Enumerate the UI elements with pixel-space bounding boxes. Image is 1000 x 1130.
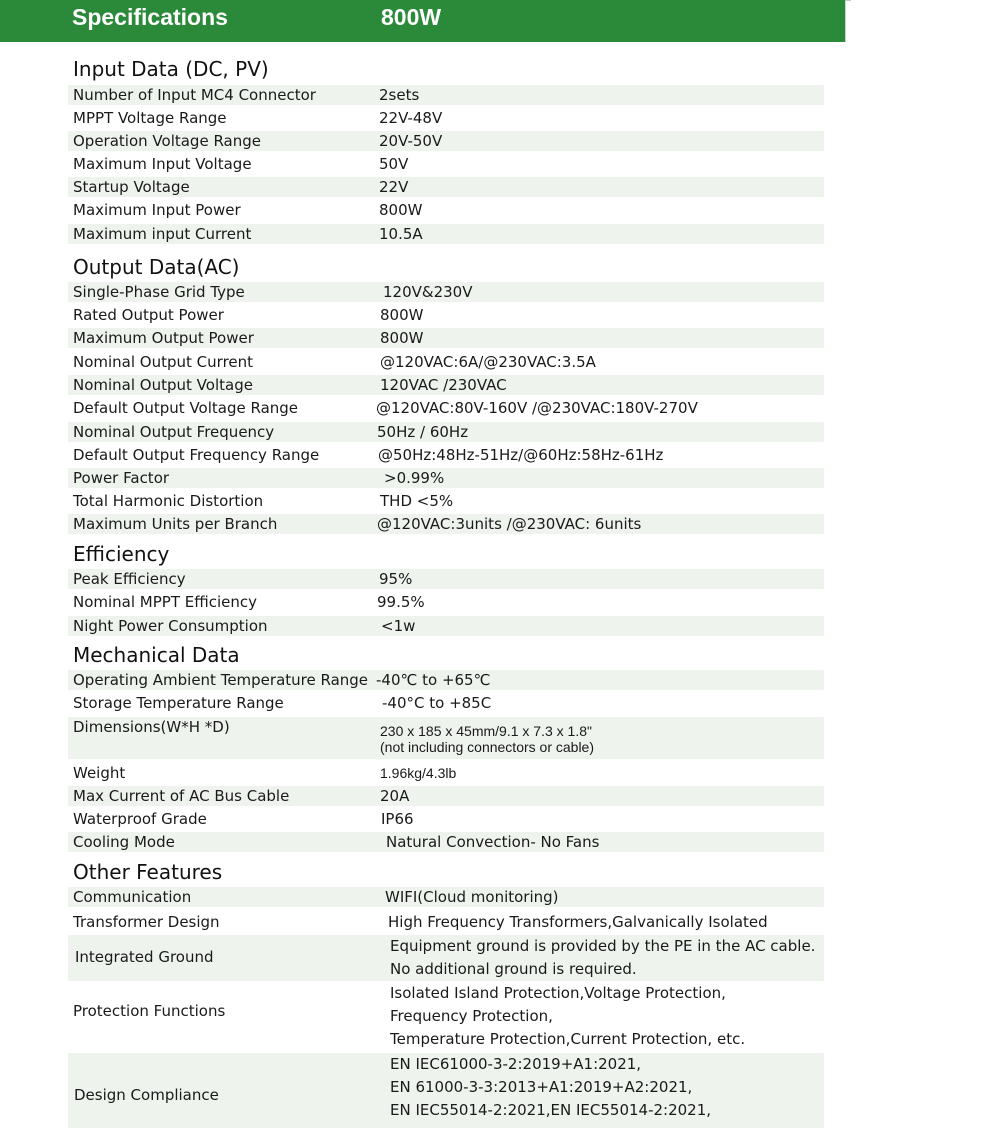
row-label: Number of Input MC4 Connector [73, 86, 316, 104]
row-label: Nominal Output Frequency [73, 423, 275, 441]
row-value: -40℃ to +65℃ [376, 671, 491, 689]
table-row [68, 131, 824, 151]
table-row [68, 981, 824, 1051]
row-value: 800W [380, 329, 424, 347]
table-row [68, 398, 824, 418]
row-value-line: EN IEC55014-2:2021,EN IEC55014-2:2021, [390, 1101, 712, 1119]
row-value: 1.96kg/4.3lb [380, 765, 457, 781]
row-value: 120V&230V [383, 283, 473, 301]
table-row [68, 809, 824, 829]
row-value-line: Isolated Island Protection,Voltage Protection, [390, 984, 726, 1002]
row-label: Maximum input Current [73, 225, 252, 243]
row-value: 50Hz / 60Hz [377, 423, 469, 441]
row-label: Max Current of AC Bus Cable [73, 787, 290, 805]
row-label: Design Compliance [74, 1086, 219, 1104]
table-row [68, 375, 824, 395]
row-label: Nominal Output Current [73, 353, 254, 371]
table-row [68, 763, 824, 783]
table-row [68, 911, 824, 933]
row-label: Night Power Consumption [73, 617, 268, 635]
table-row [68, 177, 824, 197]
table-row [68, 282, 824, 302]
table-row [68, 352, 824, 372]
table-row [68, 108, 824, 128]
table-row [68, 717, 824, 759]
row-label: Maximum Units per Branch [73, 515, 278, 533]
table-row [68, 1053, 824, 1128]
row-value: 120VAC /230VAC [380, 376, 507, 394]
row-label: Waterproof Grade [73, 810, 207, 828]
table-row [68, 422, 824, 442]
table-row [68, 592, 824, 612]
table-row [68, 935, 824, 981]
row-value: @50Hz:48Hz-51Hz/@60Hz:58Hz-61Hz [378, 446, 664, 464]
table-row [68, 328, 824, 348]
row-value: 800W [379, 201, 423, 219]
row-value-line: No additional ground is required. [390, 960, 637, 978]
table-row [68, 491, 824, 511]
row-label: Power Factor [73, 469, 170, 487]
row-label: Default Output Voltage Range [73, 399, 299, 417]
row-value: 800W [380, 306, 424, 324]
row-value: IP66 [381, 810, 414, 828]
row-label: Nominal Output Voltage [73, 376, 253, 394]
row-value: 95% [379, 570, 413, 588]
row-label: Operation Voltage Range [73, 132, 261, 150]
row-label: Single-Phase Grid Type [73, 283, 245, 301]
row-value [380, 723, 594, 755]
row-value-line: 230 x 185 x 45mm/9.1 x 7.3 x 1.8" [380, 723, 592, 739]
table-row [68, 468, 824, 488]
table-row [68, 200, 824, 220]
row-label: Startup Voltage [73, 178, 190, 196]
row-label: Dimensions(W*H *D) [73, 718, 230, 736]
table-row [68, 445, 824, 465]
table-row [68, 224, 824, 244]
section-title-other: Other Features [73, 860, 223, 884]
row-label: Default Output Frequency Range [73, 446, 320, 464]
row-value-line: Frequency Protection, [390, 1007, 553, 1025]
row-label: Peak Efficiency [73, 570, 186, 588]
row-label: Maximum Input Power [73, 201, 241, 219]
row-label: Maximum Output Power [73, 329, 254, 347]
header-divider [845, 0, 851, 9]
section-title-mechanical: Mechanical Data [73, 643, 240, 667]
row-value: 50V [379, 155, 409, 173]
row-label: Total Harmonic Distortion [73, 492, 264, 510]
table-row [68, 887, 824, 907]
row-value: @120VAC:80V-160V /@230VAC:180V-270V [376, 399, 698, 417]
row-label: Integrated Ground [75, 948, 214, 966]
row-value-line: EN IEC61000-3-2:2019+A1:2021, [390, 1055, 642, 1073]
row-value-line: Temperature Protection,Current Protection, etc. [390, 1030, 746, 1048]
section-title-input: Input Data (DC, PV) [73, 57, 269, 81]
table-row [68, 786, 824, 806]
row-value: 22V-48V [379, 109, 443, 127]
table-row [68, 616, 824, 636]
table-row [68, 154, 824, 174]
row-label: Storage Temperature Range [73, 694, 284, 712]
row-value: THD <5% [380, 492, 454, 510]
row-value: 20V-50V [379, 132, 443, 150]
table-row [68, 569, 824, 589]
row-value: 20A [380, 787, 410, 805]
spec-header-label: Specifications [72, 4, 228, 30]
row-value: High Frequency Transformers,Galvanically Isolated [388, 913, 768, 931]
row-value-line: Equipment ground is provided by the PE in the AC cable. [390, 937, 816, 955]
spec-header-model: 800W [381, 4, 442, 30]
section-title-output: Output Data(AC) [73, 255, 240, 279]
row-label: Weight [73, 764, 126, 782]
row-label: Protection Functions [73, 1002, 226, 1020]
row-value: Natural Convection- No Fans [386, 833, 600, 851]
row-value: 99.5% [377, 593, 425, 611]
table-row [68, 693, 824, 713]
row-label: MPPT Voltage Range [73, 109, 227, 127]
table-row [68, 670, 824, 690]
row-value: 10.5A [379, 225, 423, 243]
row-label: Cooling Mode [73, 833, 175, 851]
section-title-efficiency: Efficiency [73, 542, 170, 566]
row-label: Transformer Design [73, 913, 220, 931]
row-value-line: (not including connectors or cable) [380, 739, 595, 755]
row-label: Maximum Input Voltage [73, 155, 252, 173]
table-row [68, 85, 824, 105]
table-row [68, 305, 824, 325]
row-value: <1w [381, 617, 416, 635]
row-value: >0.99% [384, 469, 445, 487]
row-value [390, 935, 815, 981]
row-value: WIFI(Cloud monitoring) [385, 888, 559, 906]
row-value: 22V [379, 178, 409, 196]
row-value: @120VAC:3units /@230VAC: 6units [377, 515, 642, 533]
row-label: Rated Output Power [73, 306, 224, 324]
row-value-line: EN 61000-3-3:2013+A1:2019+A2:2021, [390, 1078, 693, 1096]
row-value: @120VAC:6A/@230VAC:3.5A [380, 353, 596, 371]
row-value: -40°C to +85C [382, 694, 492, 712]
row-value [390, 982, 745, 1051]
row-value [390, 1053, 711, 1122]
table-row [68, 514, 824, 534]
row-value: 2sets [379, 86, 420, 104]
row-label: Operating Ambient Temperature Range [73, 671, 369, 689]
row-label: Communication [73, 888, 192, 906]
spec-header-bar [0, 0, 846, 42]
row-label: Nominal MPPT Efficiency [73, 593, 258, 611]
table-row [68, 832, 824, 852]
